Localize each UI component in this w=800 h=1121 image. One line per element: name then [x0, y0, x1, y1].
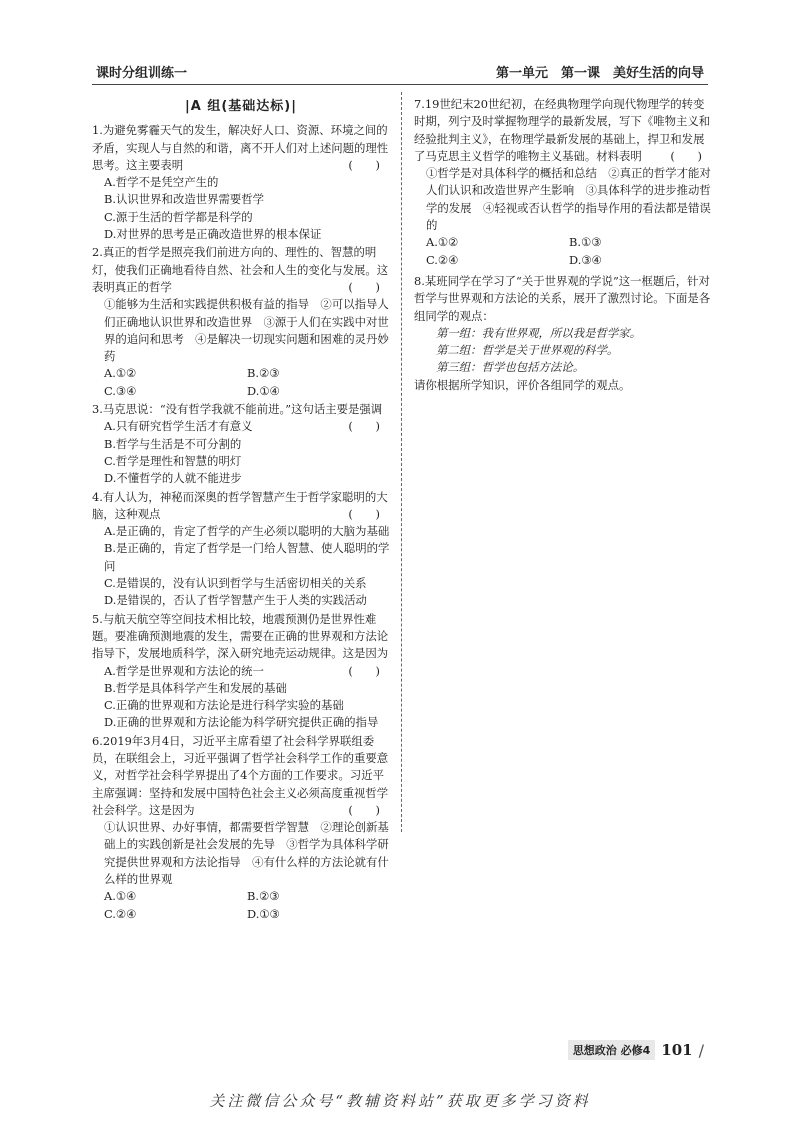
- page-number: 101: [661, 1041, 693, 1059]
- option-row: [92, 888, 390, 905]
- question-6: [92, 733, 390, 923]
- question-4: [92, 489, 390, 610]
- option-row: [92, 383, 390, 400]
- option: D.是错误的，否认了哲学智慧产生于人类的实践活动: [104, 593, 367, 608]
- question-5: [92, 611, 390, 732]
- question-3: [92, 401, 390, 487]
- question-stem: 6.2019年3月4日，习近平主席看望了社会科学界联组委员，在联组会上，习近平强调了哲学社会科学工作的重要意义，对哲学社会科学界提出了4个方面的工作要求。习近平主席强调：坚持和发展中国特色社会主义必须高度重视哲学社会科学。这是因为: [92, 733, 389, 817]
- question-1: [92, 122, 390, 243]
- option: D.①③: [247, 906, 280, 921]
- option: D.不懂哲学的人就不能进步: [104, 471, 242, 486]
- answer-paren: ( ): [670, 148, 702, 163]
- option: A.只有研究哲学生活才有意义: [104, 419, 253, 434]
- option: A.哲学是世界观和方法论的统一: [104, 663, 264, 678]
- option: A.①②: [426, 235, 459, 250]
- option: C.是错误的，没有认识到哲学与生活密切相关的关系: [104, 576, 367, 591]
- option: B.哲学与生活是不可分割的: [104, 436, 242, 451]
- answer-paren: ( ): [348, 802, 380, 817]
- view-item: 第二组：哲学是关于世界观的科学。: [436, 343, 619, 358]
- option: D.正确的世界观和方法论能为科学研究提供正确的指导: [104, 715, 379, 730]
- question-stem: 4.有人认为，神秘而深奥的哲学智慧产生于哲学家聪明的大脑，这种观点: [92, 489, 388, 521]
- option-row: [92, 906, 390, 923]
- option: B.②③: [247, 366, 280, 381]
- option: A.是正确的，肯定了哲学的产生必须以聪明的大脑为基础: [104, 524, 390, 539]
- header-rule: [92, 84, 708, 85]
- option-row: [92, 365, 390, 382]
- watermark-text: 关注微信公众号“教辅资料站”获取更多学习资料: [209, 1092, 591, 1110]
- option: C.③④: [104, 383, 137, 398]
- answer-paren: ( ): [348, 419, 380, 434]
- option-row: [414, 252, 712, 269]
- question-ask: 请你根据所学知识，评价各组同学的观点。: [414, 377, 631, 392]
- answer-paren: ( ): [348, 279, 380, 294]
- option: D.①④: [247, 383, 280, 398]
- option: B.是正确的，肯定了哲学是一门给人智慧、使人聪明的学问: [104, 541, 390, 573]
- option: B.哲学是具体科学产生和发展的基础: [104, 680, 287, 695]
- statement-list: ①能够为生活和实践提供积极有益的指导 ②可以指导人们正确地认识世界和改造世界 ③源于人们在实践中对世界的追问和思考 ④是解决一切现实问题和困难的灵丹妙药: [104, 297, 389, 364]
- footer-subject: 思想政治 必修4: [568, 1040, 655, 1060]
- option: A.①④: [104, 889, 137, 904]
- question-stem: 7.19世纪末20世纪初，在经典物理学向现代物理学的转变时期，列宁及时掌握物理学的最新发展，写下《唯物主义和经验批判主义》，在物理学最新发展的基础上，捍卫和发展了马克思主义哲学的唯物主义基础。材料表明: [414, 97, 711, 163]
- answer-paren: ( ): [348, 157, 380, 172]
- question-stem: 3.马克思说：“没有哲学我就不能前进。”这句话主要是强调: [92, 402, 383, 417]
- group-title: |A 组(基础达标)|: [185, 99, 297, 114]
- question-stem: 1.为避免雾霾天气的发生，解决好人口、资源、环境之间的矛盾，实现人与自然的和谐，离不开人们对上述问题的理性思考。这主要表明: [92, 123, 389, 172]
- left-column: [92, 96, 390, 924]
- view-item: 第一组：我有世界观，所以我是哲学家。: [436, 325, 642, 340]
- question-2: [92, 244, 390, 400]
- question-7: [414, 96, 712, 269]
- statement-list: ①认识世界、办好事情，都需要哲学智慧 ②理论创新基础上的实践创新是社会发展的先导 ③哲学为具体科学研究提供世界观和方法论指导 ④有什么样的方法论就有什么样的世界观: [104, 820, 389, 887]
- header-left: 课时分组训练一: [96, 66, 188, 81]
- option: C.正确的世界观和方法论是进行科学实验的基础: [104, 698, 344, 713]
- option: C.源于生活的哲学都是科学的: [104, 209, 253, 224]
- question-stem: 8.某班同学在学习了“关于世界观的学说”这一框题后，针对哲学与世界观和方法论的关系，展开了激烈讨论。下面是各组同学的观点：: [414, 273, 711, 323]
- option-row: [414, 234, 712, 251]
- option: A.哲学不是凭空产生的: [104, 175, 219, 190]
- option: D.对世界的思考是正确改造世界的根本保证: [104, 227, 322, 242]
- answer-paren: ( ): [348, 506, 380, 521]
- statement-list: ①哲学是对具体科学的概括和总结 ②真正的哲学才能对人们认识和改造世界产生影响 ③具体科学的进步推动哲学的发展 ④轻视或否认哲学的指导作用的看法都是错误的: [426, 166, 711, 233]
- option: C.②④: [104, 906, 137, 921]
- answer-paren: ( ): [348, 663, 380, 678]
- header-right: 第一单元 第一课 美好生活的向导: [495, 66, 704, 81]
- view-item: 第三组：哲学也包括方法论。: [436, 360, 585, 375]
- question-stem: 2.真正的哲学是照亮我们前进方向的、理性的、智慧的明灯，使我们正确地看待自然、社会和人生的变化与发展。这表明真正的哲学: [92, 245, 389, 294]
- option: B.①③: [569, 235, 602, 250]
- option: D.③④: [569, 252, 602, 267]
- option: C.②④: [426, 252, 459, 267]
- right-column: [414, 96, 712, 395]
- option: B.认识世界和改造世界需要哲学: [104, 192, 265, 207]
- question-8: [414, 273, 712, 394]
- option: A.①②: [104, 366, 137, 381]
- footer: [568, 1040, 704, 1060]
- footer-slash: /: [698, 1040, 704, 1060]
- column-divider: [401, 92, 402, 832]
- question-stem: 5.与航天航空等空间技术相比较，地震预测仍是世界性难题。要准确预测地震的发生，需要在正确的世界观和方法论指导下，发展地质科学，深入研究地壳运动规律。这是因为: [92, 611, 389, 661]
- option: C.哲学是理性和智慧的明灯: [104, 453, 242, 468]
- option: B.②③: [247, 889, 280, 904]
